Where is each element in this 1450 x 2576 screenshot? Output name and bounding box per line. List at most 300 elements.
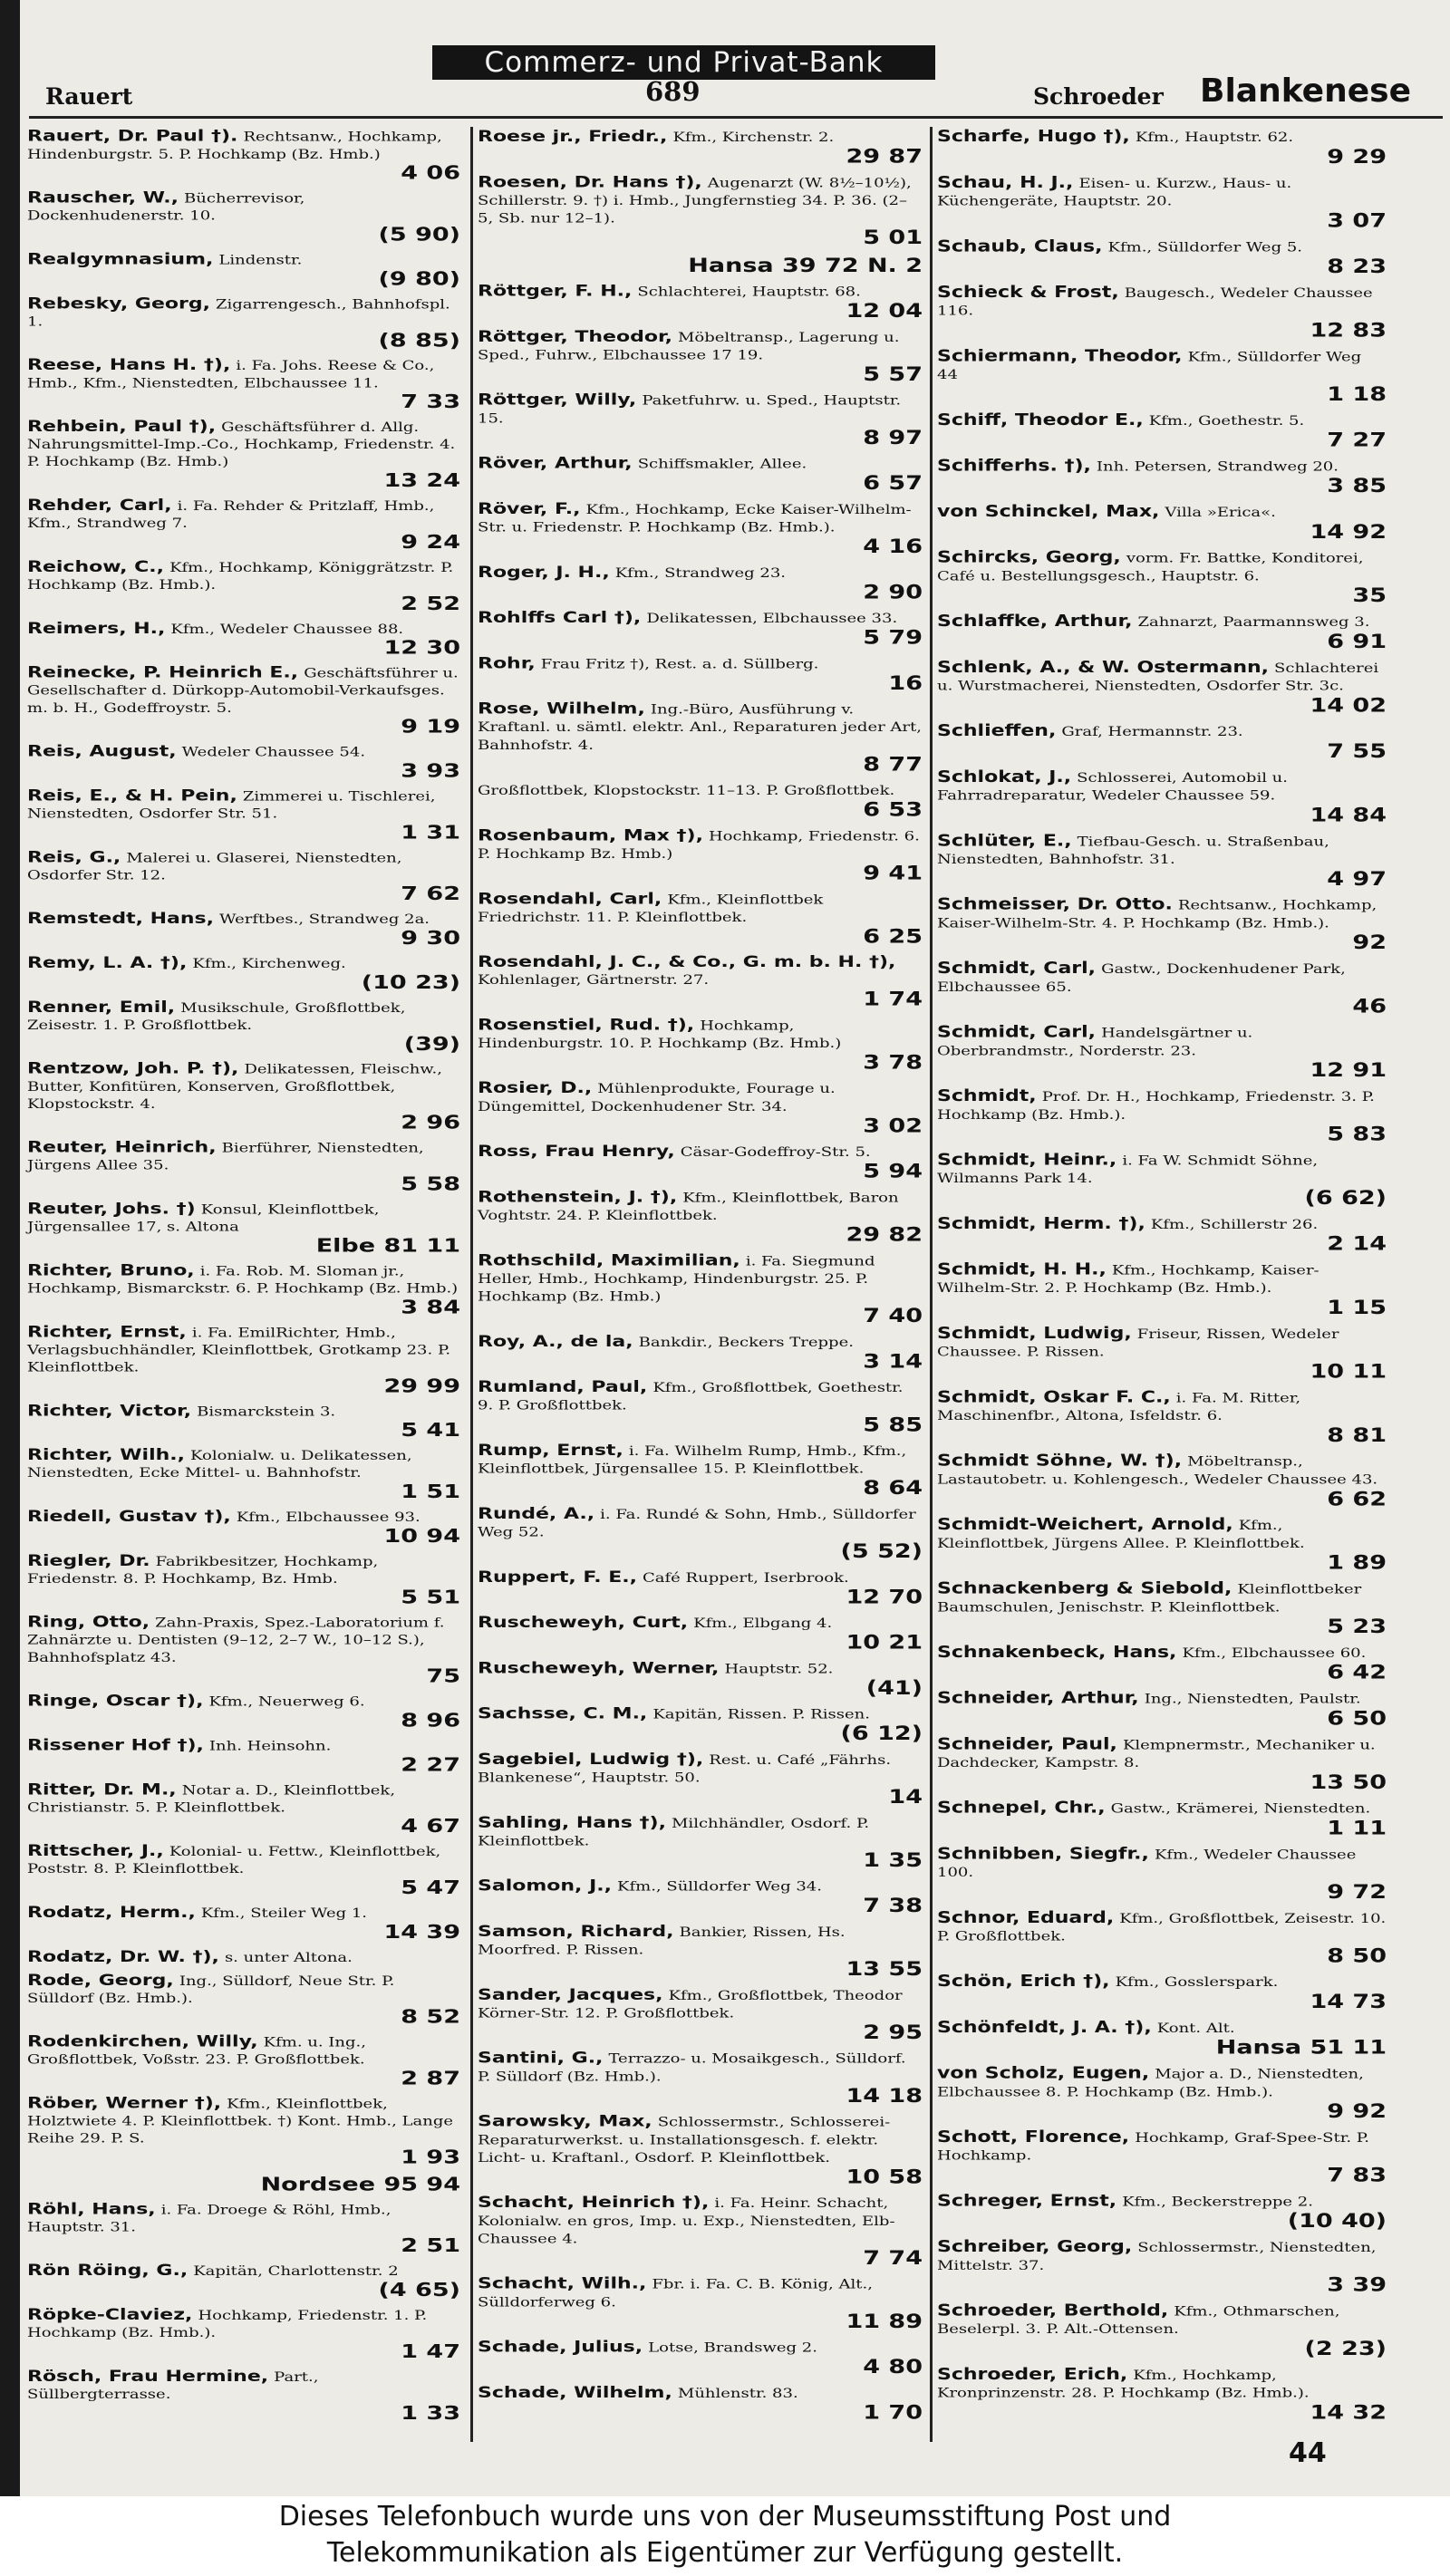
entry-details: Kont. Alt.	[1156, 2021, 1235, 2036]
entry-phone-number: (5 52)	[840, 1540, 923, 1563]
entry-name: Richter, Ernst,	[27, 1323, 187, 1341]
entry-phone-number: 7 40	[863, 1305, 923, 1327]
entry-details: Kfm., Beckerstreppe 2.	[1122, 2194, 1313, 2210]
entry-name: Schnor, Eduard,	[937, 1908, 1115, 1927]
entry-name: Röver, F.,	[478, 499, 581, 518]
entry-name: Schmidt,	[937, 1086, 1037, 1105]
entry-phone-number: 8 77	[863, 753, 923, 776]
directory-entry	[27, 1553, 464, 1608]
entry-name: Sahling, Hans †),	[478, 1813, 666, 1832]
entry-details: Part., Süllbergterrasse.	[27, 2369, 319, 2402]
entry-name: Ruscheweyh, Werner,	[478, 1659, 720, 1678]
entry-phone-number: 8 23	[1327, 256, 1387, 278]
entry-name: Röber, Werner †),	[27, 2095, 222, 2113]
entry-name: Schnackenberg & Siebold,	[937, 1579, 1232, 1598]
entry-phone-number: (4 65)	[378, 2279, 460, 2301]
entry-phone-number: 2 27	[401, 1754, 460, 1776]
entry-details: Kfm., Sülldorfer Weg 34.	[617, 1879, 822, 1895]
entry-phone-number: 2 14	[1327, 1232, 1387, 1256]
entry-phone-number: 5 51	[401, 1587, 460, 1609]
entry-name: Schiff, Theodor E.,	[937, 410, 1144, 429]
directory-entry	[27, 1905, 464, 1943]
entry-phone-number: 5 57	[863, 363, 923, 386]
directory-entry	[478, 1080, 926, 1137]
directory-entry	[478, 1705, 926, 1744]
column-3	[937, 129, 1390, 2430]
directory-entry	[478, 610, 926, 649]
entry-phone-number: 8 81	[1327, 1423, 1387, 1447]
entry-name: Roese jr., Friedr.,	[478, 128, 668, 146]
entry-phone-number: 7 33	[401, 391, 460, 413]
directory-entry	[478, 1379, 926, 1436]
entry-details: Gastw., Krämerei, Nienstedten.	[1110, 1801, 1371, 1817]
entry-details: Kfm., Elbgang 4.	[693, 1616, 833, 1631]
entry-name: von Schinckel, Max,	[937, 503, 1160, 521]
entry-phone-number: 5 94	[863, 1160, 923, 1183]
directory-entry	[478, 1751, 926, 1809]
entry-name: Schmidt, Herm. †),	[937, 1214, 1146, 1233]
entry-phone-number: 8 52	[401, 2006, 460, 2029]
entry-phone-number: 12 83	[1310, 319, 1387, 343]
entry-name: Schlenk, A., & W. Ostermann,	[937, 658, 1269, 677]
entry-details: Geschäftsführer d. Allg. Nahrungsmittel-Imp.-Co., Hochkamp, Friedenstr. 4. P. Hochkamp (Bz. Hmb.)	[27, 420, 456, 470]
entry-phone-number: 9 19	[401, 716, 460, 738]
entry-details: Baugesch., Wedeler Chaussee 116.	[937, 285, 1373, 319]
entry-details: Werftbes., Strandweg 2a.	[219, 912, 430, 927]
entry-phone-number: 35	[1352, 584, 1387, 607]
entry-name: Schön, Erich †),	[937, 1973, 1110, 1991]
directory-entry	[937, 175, 1390, 232]
entry-name: Röttger, Willy,	[478, 391, 637, 410]
entry-details: Paketfuhrw. u. Sped., Hauptstr. 15.	[478, 393, 902, 427]
entry-phone-number: 5 83	[1327, 1123, 1387, 1146]
entry-phone-number: 5 41	[401, 1419, 460, 1442]
entry-details: Kfm., Hochkamp, Ecke Kaiser-Wilhelm-Str. u. Friedenstr. P. Hochkamp (Bz. Hmb.).	[478, 502, 912, 535]
entry-name: Schneider, Paul,	[937, 1735, 1117, 1754]
entry-details: Mühlenstr. 83.	[677, 2386, 798, 2401]
entry-phone-number: 2 96	[401, 1112, 460, 1134]
entry-name: Schroeder, Berthold,	[937, 2301, 1169, 2320]
directory-entry	[27, 559, 464, 614]
entry-name: Schade, Wilhelm,	[478, 2383, 672, 2402]
entry-name: Schnakenbeck, Hans,	[937, 1643, 1177, 1662]
entry-details: Hochkamp, Friedenstr. 6. P. Hochkamp Bz. Hmb.)	[478, 828, 920, 862]
entry-details: Friseur, Rissen, Wedeler Chaussee. P. Rissen.	[937, 1327, 1339, 1360]
archive-notice	[0, 2499, 1450, 2576]
entry-name: Riedell, Gustav †),	[27, 1508, 231, 1526]
directory-entry	[27, 2034, 464, 2089]
entry-phone-number: (6 12)	[840, 1722, 923, 1745]
entry-phone-number: 2 51	[401, 2234, 460, 2257]
entry-details: Zigarrengesch., Bahnhofspl. 1.	[27, 297, 450, 330]
entry-name: Schacht, Wilh.,	[478, 2274, 647, 2293]
entry-name: Schreiber, Georg,	[937, 2237, 1133, 2256]
entry-name: Schircks, Georg,	[937, 548, 1121, 567]
directory-entry	[937, 1452, 1390, 1510]
entry-details: Zimmerei u. Tischlerei, Nienstedten, Osdorfer Str. 51.	[27, 789, 436, 822]
directory-entry	[27, 1325, 464, 1397]
entry-details: Lotse, Brandsweg 2.	[648, 2340, 817, 2356]
entry-details: Kfm., Neuerweg 6.	[208, 1694, 365, 1710]
entry-name: Schaub, Claus,	[937, 237, 1103, 256]
entry-name: Reinecke, P. Heinrich E.,	[27, 664, 299, 682]
directory-entry	[478, 1924, 926, 1981]
entry-name: Sarowsky, Max,	[478, 2112, 652, 2131]
directory-entry	[27, 1782, 464, 1838]
entry-phone-number: 6 25	[863, 925, 923, 949]
entry-phone-number: 1 11	[1327, 1817, 1387, 1839]
entry-phone-number: 14 39	[383, 1921, 460, 1944]
entry-details: Inh. Heinsohn.	[208, 1739, 332, 1754]
directory-entry	[937, 348, 1390, 405]
entry-details: Bierführer, Nienstedten, Jürgens Allee 35.	[27, 1141, 424, 1173]
directory-entry	[478, 2385, 926, 2424]
entry-name: Schade, Julius,	[478, 2338, 643, 2357]
entry-details: Kapitän, Charlottenstr. 2	[193, 2263, 399, 2279]
entry-details: Hochkamp, Friedenstr. 1. P. Hochkamp (Bz. Hmb.).	[27, 2308, 428, 2340]
book-binding-edge	[0, 0, 20, 2496]
entry-details: Schlachterei u. Wurstmacherei, Nienstedten, Osdorfer Str. 3c.	[937, 661, 1379, 694]
directory-entry	[478, 283, 926, 322]
directory-entry	[937, 723, 1390, 763]
entry-details: Kfm., Kirchenweg.	[192, 956, 346, 971]
entry-name: Roesen, Dr. Hans †),	[478, 173, 702, 192]
entry-name: Reis, G.,	[27, 848, 121, 866]
entry-phone-number: 7 55	[1327, 739, 1387, 763]
directory-entry	[478, 501, 926, 558]
entry-details: Mühlenprodukte, Fourage u. Düngemittel, Dockenhudener Str. 34.	[478, 1081, 836, 1114]
page-mark: 44	[1289, 2437, 1327, 2469]
entry-phone-number: 6 91	[1327, 630, 1387, 653]
entry-name: Schlüter, E.,	[937, 832, 1072, 851]
directory-entry	[937, 2367, 1390, 2424]
entry-phone-number: 3 02	[863, 1114, 923, 1137]
entry-name: Rauscher, W.,	[27, 189, 179, 207]
entry-phone-number: 14 02	[1310, 694, 1387, 717]
entry-details: Malerei u. Glaserei, Nienstedten, Osdorfer Str. 12.	[27, 851, 402, 883]
entry-name: Ringe, Oscar †),	[27, 1693, 204, 1711]
column-2	[478, 129, 926, 2430]
directory-entry	[27, 1693, 464, 1732]
entry-details: Musikschule, Großflottbek, Zeisestr. 1. P. Großflottbek.	[27, 1000, 406, 1033]
entry-name: Rentzow, Joh. P. †),	[27, 1060, 239, 1078]
entry-name: Schmidt, Oskar F. C.,	[937, 1388, 1171, 1407]
entry-phone-number: 12 91	[1310, 1059, 1387, 1082]
entry-name: Rose, Wilhelm,	[478, 699, 645, 719]
entry-details: Kapitän, Rissen. P. Rissen.	[652, 1707, 870, 1722]
entry-phone-number: 3 85	[1327, 475, 1387, 497]
entry-phone-number: 1 93	[401, 2147, 460, 2168]
entry-details: Kfm., Gosslerspark.	[1115, 1974, 1279, 1991]
entry-phone-number: 9 24	[401, 531, 460, 554]
entry-phone-number: 7 38	[863, 1895, 923, 1917]
entry-phone-number: (6 62)	[1304, 1186, 1387, 1210]
entry-name: Rohr,	[478, 654, 536, 673]
entry-details: Kfm., Großflottbek, Zeisestr. 10. P. Großflottbek.	[937, 1911, 1387, 1944]
entry-phone-number: 5 01	[863, 227, 923, 249]
entry-details: Kfm., Elbchaussee 60.	[1182, 1645, 1367, 1661]
entry-name: Rebesky, Georg,	[27, 294, 210, 313]
entry-phone-number: 3 78	[863, 1051, 923, 1075]
entry-phone-number: 5 85	[863, 1413, 923, 1436]
entry-details: Möbeltransp., Lagerung u. Sped., Fuhrw., Elbchaussee 17 19.	[478, 330, 900, 363]
entry-details: Geschäftsführer u. Gesellschafter d. Dürkopp-Automobil-Verkaufsges. m. b. H., Godeffroystr. 5.	[27, 666, 459, 716]
directory-entry	[937, 2302, 1390, 2359]
entry-phone-number: 14 73	[1310, 1990, 1387, 2013]
directory-entry	[478, 174, 926, 248]
entry-phone-number: 13 55	[846, 1958, 923, 1981]
entry-name: Ring, Otto,	[27, 1614, 150, 1632]
directory-entry	[478, 392, 926, 449]
entry-phone-number: 7 27	[1327, 429, 1387, 452]
entry-name: Rösch, Frau Hermine,	[27, 2368, 269, 2386]
entry-details: s. unter Altona.	[224, 1950, 353, 1965]
directory-entry	[937, 1910, 1390, 1967]
entry-details: Kfm., Wedeler Chaussee 88.	[170, 622, 404, 637]
entry-phone-number: 3 07	[1327, 209, 1387, 232]
directory-entry	[478, 1442, 926, 1500]
entry-name: Schmidt, Heinr.,	[937, 1151, 1117, 1170]
entry-phone-number: 1 51	[401, 1481, 460, 1503]
entry-details: Kolonialw. u. Delikatessen, Nienstedten, Ecke Mittel- u. Bahnhofstr.	[27, 1448, 412, 1481]
entry-name: Rosenstiel, Rud. †),	[478, 1016, 695, 1035]
directory-entry	[27, 129, 464, 184]
entry-name: Santini, G.,	[478, 2049, 604, 2068]
entry-details: Zahnarzt, Paarmannsweg 3.	[1137, 614, 1370, 631]
entry-name: Röpke-Claviez,	[27, 2306, 193, 2324]
archive-notice-line-1: Dieses Telefonbuch wurde uns von der Museumsstiftung Post und	[278, 2501, 1172, 2533]
entry-phone-number: 2 87	[401, 2068, 460, 2089]
directory-entry	[937, 1645, 1390, 1684]
entry-phone-number: 9 41	[863, 862, 923, 885]
directory-entry	[937, 1799, 1390, 1839]
entry-name: Rothschild, Maximilian,	[478, 1251, 740, 1270]
entry-name: Sander, Jacques,	[478, 1985, 663, 2004]
entry-name: Schmidt, Carl,	[937, 960, 1097, 978]
entry-name: Sachsse, C. M.,	[478, 1704, 648, 1723]
entry-details: i. Fa. Rob. M. Sloman jr., Hochkamp, Bismarckstr. 6. P. Hochkamp (Bz. Hmb.)	[27, 1264, 459, 1297]
directory-entry	[27, 1509, 464, 1547]
directory-entry	[937, 2193, 1390, 2233]
entry-phone-number: 1 18	[1327, 382, 1387, 406]
directory-entry	[937, 458, 1390, 497]
page-number: 689	[645, 76, 701, 107]
directory-entry	[478, 1987, 926, 2044]
entry-details: Hauptstr. 52.	[724, 1661, 834, 1677]
entry-details: Kfm., Othmarschen, Beselerpl. 3. P. Alt.-Ottensen.	[937, 2303, 1340, 2338]
directory-entry	[478, 2195, 926, 2269]
entry-phone-number: 92	[1352, 931, 1387, 954]
entry-phone-number: 7 74	[863, 2247, 923, 2270]
entry-name: Scharfe, Hugo †),	[937, 128, 1130, 146]
directory-entry	[27, 1201, 464, 1257]
entry-name: Rohlffs Carl †),	[478, 609, 642, 627]
entry-name: Ross, Frau Henry,	[478, 1143, 675, 1161]
entry-name: Rosenbaum, Max †),	[478, 826, 703, 845]
directory-entry	[937, 1736, 1390, 1793]
entry-phone-number: 4 97	[1327, 867, 1387, 891]
entry-name: Reuter, Johs. †)	[27, 1201, 196, 1219]
entry-details: Bankier, Rissen, Hs. Moorfred. P. Rissen.	[478, 1925, 846, 1958]
entry-phone-number: 3 39	[1327, 2273, 1387, 2297]
entry-phone-number: 8 50	[1327, 1944, 1387, 1967]
entry-phone-number: 5 23	[1327, 1616, 1387, 1638]
entry-name: Reichow, C.,	[27, 558, 165, 576]
entry-details: Fbr. i. Fa. C. B. König, Alt., Sülldorferweg 6.	[478, 2277, 873, 2311]
entry-details: i. Fa. Rehder & Pritzlaff, Hmb., Kfm., Strandweg 7.	[27, 498, 435, 531]
entry-phone-number: 1 15	[1327, 1296, 1387, 1319]
entry-details: Schlossermstr., Schlosserei-Reparaturwerkst. u. Installationsgesch. f. elektr. Licht- u. Kraftanl., Osdorf. P. Kleinflottbek.	[478, 2115, 891, 2166]
entry-details: Kfm., Schillerstr 26.	[1150, 1217, 1319, 1232]
directory-entry	[937, 1261, 1390, 1318]
entry-name: Schau, H. J.,	[937, 173, 1074, 192]
directory-entry	[937, 2239, 1390, 2296]
entry-name: Reis, E., & H. Pein,	[27, 786, 237, 805]
entry-phone-number: 1 47	[401, 2340, 460, 2363]
entry-name: Schnibben, Siegfr.,	[937, 1845, 1149, 1864]
entry-phone-number: 2 90	[863, 581, 923, 603]
column-1	[27, 129, 464, 2430]
entry-phone-number: 4 06	[401, 162, 460, 185]
directory-entry	[937, 960, 1390, 1018]
entry-name: Samson, Richard,	[478, 1923, 674, 1941]
entry-details: Bismarckstein 3.	[197, 1404, 336, 1420]
entry-name: Remy, L. A. †),	[27, 954, 188, 972]
directory-entry	[937, 1846, 1390, 1903]
entry-details: Möbeltransp., Lastautobetr. u. Kohlengesch., Wedeler Chaussee 43.	[937, 1454, 1378, 1488]
entry-name: Rosendahl, J. C., & Co., G. m. b. H. †),	[478, 953, 896, 971]
directory-entry	[27, 2175, 464, 2195]
entry-name: Rothenstein, J. †),	[478, 1188, 678, 1207]
directory-entry	[27, 1140, 464, 1195]
directory-entry	[937, 1690, 1390, 1730]
entry-name: Rump, Ernst,	[478, 1442, 624, 1460]
directory-entry	[937, 2020, 1390, 2060]
entry-name: Schmidt Söhne, W. †),	[937, 1452, 1183, 1471]
entry-phone-number: 14 18	[846, 2085, 923, 2108]
directory-entry	[937, 896, 1390, 953]
entry-phone-number: 13 50	[1310, 1770, 1387, 1794]
entry-details: Kfm., Elbchaussee 93.	[236, 1510, 420, 1525]
directory-entry	[937, 833, 1390, 890]
entry-name: Richter, Bruno,	[27, 1261, 195, 1279]
directory-entry	[27, 2096, 464, 2168]
entry-name: Reimers, H.,	[27, 620, 166, 638]
entry-details: Kfm., Hochkamp, Königgrätzstr. P. Hochkamp (Bz. Hmb.).	[27, 560, 454, 593]
entry-details: Kfm., Kleinflottbek, Jürgens Allee. P. Kleinflottbek.	[937, 1518, 1305, 1551]
directory-entry	[478, 2276, 926, 2333]
directory-entry	[27, 1949, 464, 1966]
entry-details: Rechtsanw., Hochkamp, Kaiser-Wilhelm-Str. 4. P. Hochkamp (Bz. Hmb.).	[937, 898, 1378, 931]
entry-phone-number: 6 62	[1327, 1488, 1387, 1510]
entry-details: Inh. Petersen, Strandweg 20.	[1096, 458, 1339, 475]
entry-phone-number: (10 23)	[361, 971, 460, 994]
entry-phone-number: 6 53	[863, 798, 923, 822]
entry-phone-number: 10 11	[1310, 1360, 1387, 1383]
entry-phone-number: 10 21	[846, 1631, 923, 1655]
entry-name: Röver, Arthur,	[478, 454, 633, 473]
entry-details: Ing., Sülldorf, Neue Str. P. Sülldorf (Bz. Hmb.).	[27, 1973, 395, 2006]
entry-details: i. Fa. Siegmund Heller, Hmb., Hochkamp, Hindenburgstr. 25. P. Hochkamp (Bz. Hmb.)	[478, 1253, 875, 1305]
entry-phone-number: (2 23)	[1304, 2337, 1387, 2360]
entry-phone-number: 1 33	[401, 2402, 460, 2425]
entry-details: Lindenstr.	[218, 253, 303, 268]
bank-advertisement-banner: Commerz- und Privat-Bank	[432, 45, 935, 80]
directory-entry	[27, 1404, 464, 1442]
directory-entry	[27, 296, 464, 352]
entry-name: Rundé, A.,	[478, 1504, 595, 1523]
entry-name: Röttger, Theodor,	[478, 327, 672, 346]
directory-entry	[27, 2307, 464, 2362]
entry-phone-number: 8 97	[863, 427, 923, 449]
directory-entry	[27, 2369, 464, 2424]
entry-phone-number: 7 83	[1327, 2164, 1387, 2186]
directory-entry	[27, 1615, 464, 1687]
entry-details: Notar a. D., Kleinflottbek, Christianstr. 5. P. Kleinflottbek.	[27, 1783, 396, 1816]
entry-name: Sagebiel, Ludwig †),	[478, 1750, 704, 1769]
entry-phone-number: 11 89	[846, 2311, 923, 2333]
directory-entry	[478, 655, 926, 694]
entry-name: Schmeisser, Dr. Otto.	[937, 895, 1173, 914]
directory-entry	[478, 1615, 926, 1654]
column-divider	[930, 127, 933, 2442]
directory-entry	[27, 999, 464, 1055]
directory-entry	[478, 954, 926, 1010]
entry-name: Rodenkirchen, Willy,	[27, 2033, 258, 2051]
directory-entry	[478, 564, 926, 603]
directory-entry	[27, 2202, 464, 2257]
entry-name: Schacht, Heinrich †),	[478, 2194, 710, 2212]
directory-entry	[937, 1973, 1390, 2013]
entry-phone-number: (41)	[865, 1677, 923, 1700]
entry-phone-number: 46	[1352, 995, 1387, 1018]
entry-details: Tiefbau-Gesch. u. Straßenbau, Nienstedten, Bahnhofstr. 31.	[937, 834, 1329, 868]
entry-details: Delikatessen, Elbchaussee 33.	[646, 611, 898, 626]
directory-entry	[27, 850, 464, 905]
directory-page	[20, 0, 1450, 2496]
entry-details: Kfm. u. Ing., Großflottbek, Voßstr. 23. P. Großflottbek.	[27, 2035, 366, 2068]
entry-details: Prof. Dr. H., Hochkamp, Friedenstr. 3. P. Hochkamp (Bz. Hmb.).	[937, 1089, 1375, 1123]
entry-name: Roy, A., de la,	[478, 1332, 633, 1351]
entry-name: Ruscheweyh, Curt,	[478, 1614, 689, 1632]
entry-details: i. Fa. Droege & Röhl, Hmb., Hauptstr. 31.	[27, 2203, 392, 2235]
entry-details: Kfm., Kleinflottbek Friedrichstr. 11. P. Kleinflottbek.	[478, 892, 824, 925]
entry-details: Bankdir., Beckers Treppe.	[638, 1335, 854, 1350]
directory-entry	[27, 190, 464, 246]
archive-notice-line-2: Telekommunikation als Eigentümer zur Verfügung gestellt.	[326, 2537, 1124, 2569]
entry-phone-number: 14	[888, 1786, 923, 1809]
entry-details: Cäsar-Godeffroy-Str. 5.	[680, 1144, 871, 1161]
entry-details: Augenarzt (W. 8½–10½), Schillerstr. 9. †) i. Hmb., Jungfernstieg 34. P. 36. (2–5, Sb. nur 12–1).	[478, 175, 912, 227]
entry-details: Kfm., Wedeler Chaussee 100.	[937, 1847, 1357, 1881]
directory-entry	[478, 1569, 926, 1608]
column-divider	[470, 127, 473, 2442]
entry-phone-number: 9 29	[1327, 145, 1387, 169]
entry-name: Schieck & Frost,	[937, 283, 1119, 302]
entry-name: Ruppert, F. E.,	[478, 1568, 637, 1587]
entry-phone-number: 9 72	[1327, 1880, 1387, 1904]
entry-phone-number: 1 70	[863, 2401, 923, 2424]
entry-details: Eisen- u. Kurzw., Haus- u. Küchengeräte, Hauptstr. 20.	[937, 176, 1292, 209]
entry-details: Kfm., Sülldorfer Weg 44	[937, 349, 1362, 383]
entry-details: Graf, Hermannstr. 23.	[1061, 724, 1243, 740]
directory-entry	[27, 621, 464, 659]
entry-phone-number: 2 52	[401, 593, 460, 615]
directory-entry	[937, 1024, 1390, 1081]
entry-name: von Scholz, Eugen,	[937, 2064, 1150, 2083]
entry-name: Rumland, Paul,	[478, 1378, 648, 1396]
entry-phone-number: 16	[888, 672, 923, 695]
